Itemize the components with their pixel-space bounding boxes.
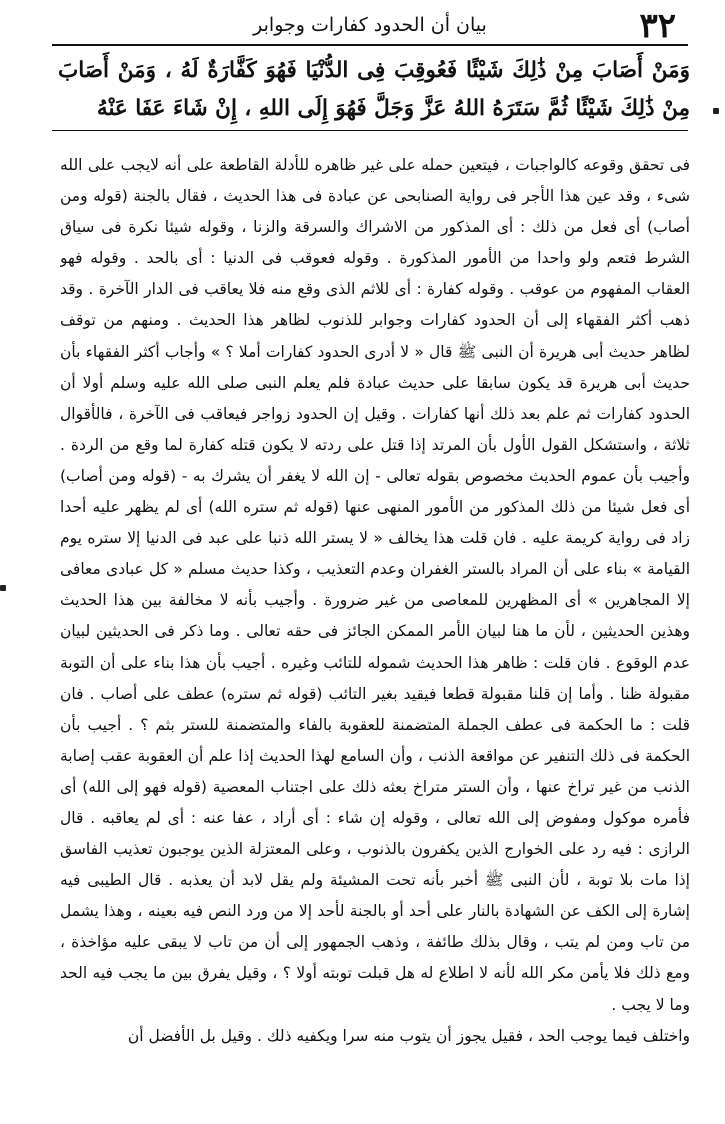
margin-speck-right bbox=[713, 108, 719, 114]
hadith-text: وَمَنْ أَصَابَ مِنْ ذَٰلِكَ شَيْئًا فَعُوقِبَ فِى الدُّنْيَا فَهُوَ كَفَّارَةٌ لَهُ ، وَمَنْ أَصَابَ مِنْ ذَٰلِكَ شَيْئًا ثُمَّ سَتَرَهُ اللهُ عَزَّ وَجَلَّ فَهُوَ إِلَى اللهِ ، إِنْ شَاءَ عَفَا عَنْهُ bbox=[58, 58, 690, 121]
page-header bbox=[52, 6, 688, 46]
running-title: بيان أن الحدود كفارات وجوابر bbox=[253, 14, 487, 36]
page-number: ٣٢ bbox=[639, 6, 676, 46]
header-rule bbox=[52, 44, 688, 46]
margin-speck-left bbox=[0, 585, 6, 591]
text-separator-rule bbox=[52, 130, 688, 131]
commentary-paragraph: واختلف فيما يوجب الحد ، فقيل يجوز أن يتوب منه سرا ويكفيه ذلك . وقيل بل الأفضل أن bbox=[127, 1026, 690, 1045]
commentary-body bbox=[60, 150, 690, 1100]
commentary-paragraph: فى تحقق وقوعه كالواجبات ، فيتعين حمله على غير ظاهره للأدلة القاطعة على أنه لايجب على الله شىء ، وقد عين هذا الأجر فى رواية الصنابحى عن عبادة فى هذا الحديث ، فقال بالجنة (قوله ومن أصاب) أى فعل من ذلك : أى المذكور من الاشراك والسرقة والزنا ، وقوله شيئا نكرة فى سياق الشرط فتعم ولو واحدا من الأمور المذكورة . وقوله فعوقب فى الدنيا : أى بالحد . وقوله فهو العقاب المفهوم من عوقب . وقوله كفارة : أى للاثم الذى وقع منه فلا يعاقب فى الدار الآخرة . وقد ذهب أكثر الفقهاء إلى أن الحدود كفارات وجوابر للذنوب لظاهر هذا الحديث . ومنهم من توقف لظاهر حديث أبى هريرة أن النبى ﷺ قال « لا أدرى الحدود كفارات أملا ؟ » وأجاب أكثر الفقهاء بأن حديث أبى هريرة قد يكون سابقا على حديث عبادة فلم يعلم النبى صلى الله عليه وسلم أولا أن الحدود كفارات ثم علم بعد ذلك أنها كفارات . وقيل إن الحدود زواجر فيعاقب فى الآخرة ، فالأقوال ثلاثة ، واستشكل القول الأول بأن المرتد إذا قتل على ردته لا يكون قتله كفارة لما وقع من الردة . وأجيب بأن عموم الحديث مخصوص بقوله تعالى - إن الله لا يغفر أن يشرك به - (قوله ومن أصاب) أى فعل شيئا من ذلك المذكور من الأمور المنهى عنها (قوله ثم ستره الله) أى لم يظهر عليه أحدا زاد فى رواية كريمة عليه . فان قلت هذا يخالف « لا يستر الله ذنبا على عبد فى الدنيا إلا ستره يوم القيامة » بناء على أن المراد بالستر الغفران وعدم التعذيب ، وكذا حديث مسلم « كل عبادى معافى إلا المجاهرين » أى المظهرين للمعاصى من غير ضرورة . وأجيب بأنه لا مخالفة بين هذا الحديث وهذين الحديثين ، لأن ما هنا لبيان الأمر الممكن الجائز فى حقه تعالى . وما ذكر فى الحديثين لبيان عدم الوقوع . فان قلت : ظاهر هذا الحديث شموله للتائب وغيره . أجيب بأن هذا بناء على أن التوبة مقبولة ظنا . وأما إن قلنا مقبولة قطعا فيقيد بغير التائب (قوله ثم ستره) عطف على أصاب . فان قلت : ما الحكمة فى عطف الجملة المتضمنة للعقوبة بالفاء والمتضمنة للستر بثم ؟ . أجيب بأن الحكمة فى ذلك التنفير عن مواقعة الذنب ، وأن السامع لهذا الحديث إذا علم أن العقوبة عقب إصابة الذنب من غير تراخ عنها ، وأن الستر متراخ بعثه ذلك على اجتناب المعصية (قوله فهو إلى الله) أى فأمره موكول ومفوض إلى الله تعالى ، وقوله إن شاء : أى أراد ، عفا عنه : أى لم يعاقبه . قال الرازى : فيه رد على الخوارج الذين يكفرون بالذنوب ، وعلى المعتزلة الذين يوجبون تعذيب الفاسق إذا مات بلا توبة ، لأن النبى ﷺ أخبر بأنه تحت المشيئة ولم يقل لابد أن يعذبه . قال الطيبى فيه إشارة إلى الكف عن الشهادة بالنار على أحد أو بالجنة لأحد إلا من ورد النص فيه بعينه ، وهذا يشمل من تاب ومن لم يتب ، وقال بذلك طائفة ، وذهب الجمهور إلى أن من تاب لا يبقى عليه مؤاخذة ، ومع ذلك فلا يأمن مكر الله لأنه لا اطلاع له هل قبلت توبته أولا ؟ ، وقيل يفرق بين ما يجب فيه الحد وما لا يجب . bbox=[60, 156, 690, 1014]
